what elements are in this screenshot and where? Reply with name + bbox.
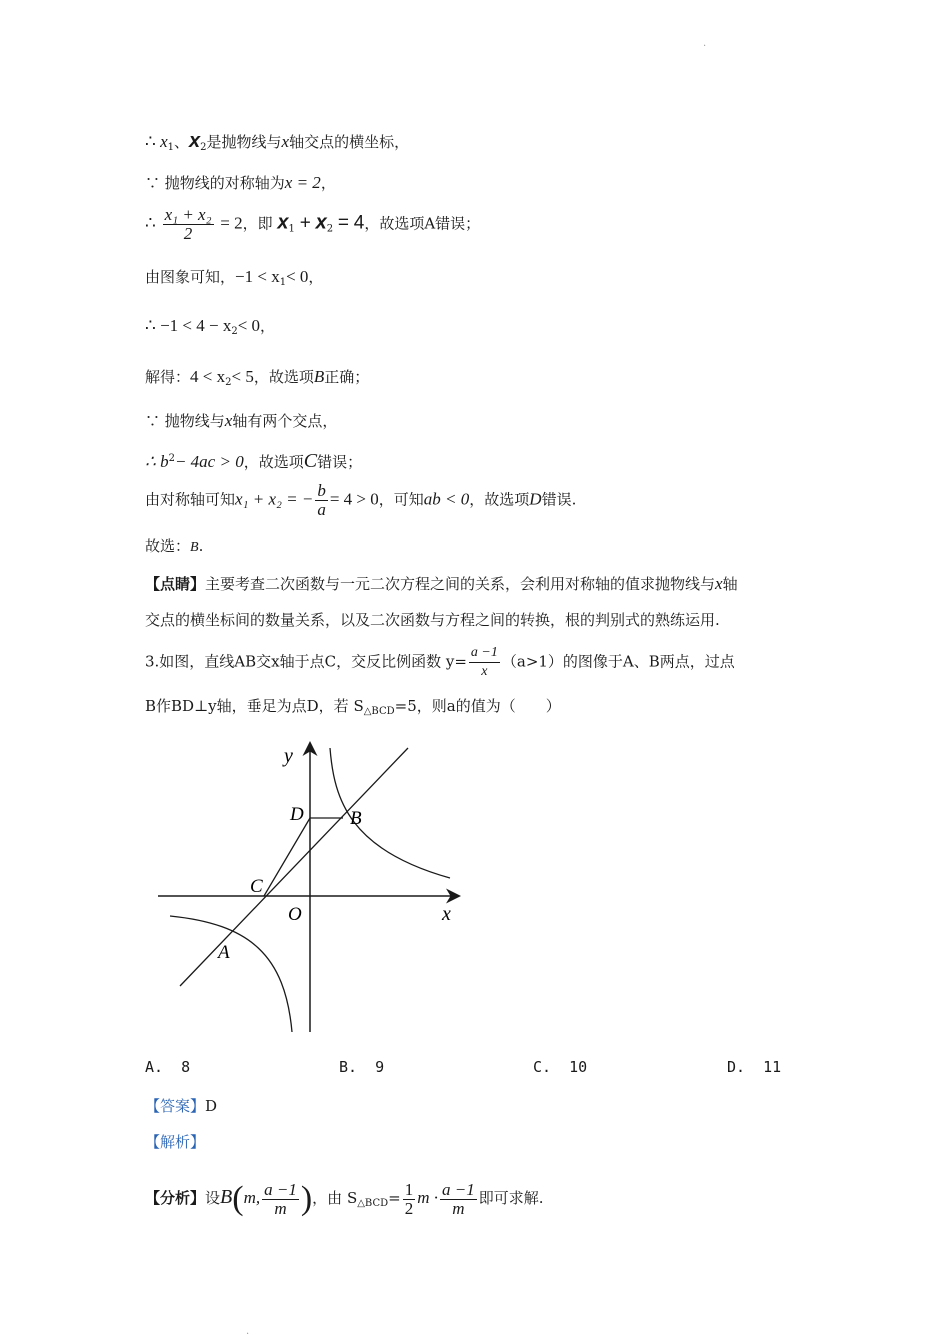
figure-hyperbola-line: [150, 740, 470, 1040]
corner-mark: .: [703, 38, 707, 49]
label-b: B: [350, 808, 362, 829]
label-a: A: [218, 942, 230, 963]
analysis-line: 【解析】: [145, 1133, 206, 1151]
fraction-sum-half: $\frac{\text{x₁ + x₂}}{2}$: [164, 205, 212, 243]
label-x: x: [442, 903, 451, 925]
option-c: C. 10: [533, 1058, 588, 1076]
line-5: ∴ $-1 < 4 - x_2< 0$，: [145, 316, 276, 337]
option-a: A. 8: [145, 1058, 191, 1076]
question-3-line-1: 3.如图，直线AB交x轴于点C，交反比例函数 y= $\frac{a -1}{x}$ （a>1）的图像于A、B两点，过点: [145, 645, 735, 679]
line-11: 【点睛】主要考查二次函数与一元二次方程之间的关系，会利用对称轴的值求抛物线与x轴: [145, 574, 738, 593]
line-9: 由对称轴可知x₁ + x₂ = − $\frac{b}{a}$ = 4 > 0，可知ab < 0，故选项D错误.: [145, 481, 577, 519]
fraction-a-1-over-x: $\frac{a -1}{x}$: [470, 645, 498, 679]
line-6: 解得：$4 < x_2< 5$，故选项B正确；: [145, 367, 370, 388]
fraction-one-half: $\frac{1}{2}$: [404, 1179, 414, 1218]
fenxi-line: 【分析】设B(m, $\frac{a -1}{m}$ )，由 $S_{\triangle BCD}=$ $\frac{1}{2}$ m · $\frac{a -1}{m}$ 即可求解.: [145, 1179, 544, 1218]
line-4: 由图象可知，$-1 < x_1< 0$，: [145, 267, 324, 288]
line-8: ∴ $b^2- 4ac > 0$，故选项C错误；: [145, 450, 363, 472]
option-b: B. 9: [339, 1058, 385, 1076]
line-ab: [180, 748, 408, 986]
bottom-mark: .: [246, 1326, 250, 1337]
line-12: 交点的横坐标间的数量关系，以及二次函数与方程之间的转换，根的判别式的熟练运用.: [145, 611, 720, 629]
line-2: ∵ 抛物线的对称轴为x = 2，: [145, 173, 336, 192]
fraction-b-over-a: $\frac{b}{a}$: [317, 481, 326, 519]
label-c: C: [250, 876, 263, 897]
line-1: ∴ $x_1$、$x_2$是抛物线与x轴交点的横坐标，: [145, 130, 410, 153]
label-o: O: [288, 904, 302, 925]
line-10: 故选：B.: [145, 537, 204, 555]
fraction-a-1-over-m: $\frac{a -1}{m}$: [264, 1179, 297, 1218]
question-3-line-2: B作BD⊥y轴，垂足为点D，若 $S_{\triangle BCD}=5$，则a的值为（ ）: [145, 697, 561, 717]
fraction-a-1-over-m-2: $\frac{a -1}{m}$: [441, 1179, 475, 1218]
line-7: ∵ 抛物线与x轴有两个交点，: [145, 411, 338, 430]
label-y: y: [284, 745, 293, 767]
option-d: D. 11: [727, 1058, 782, 1076]
line-3: ∴ $\frac{\text{x₁ + x₂}}{2}$ = 2，即 $x_1 + x_2 = 4$，故选项A错误；: [145, 205, 481, 243]
label-d: D: [290, 804, 304, 825]
answer-line: 【答案】D: [145, 1097, 218, 1115]
